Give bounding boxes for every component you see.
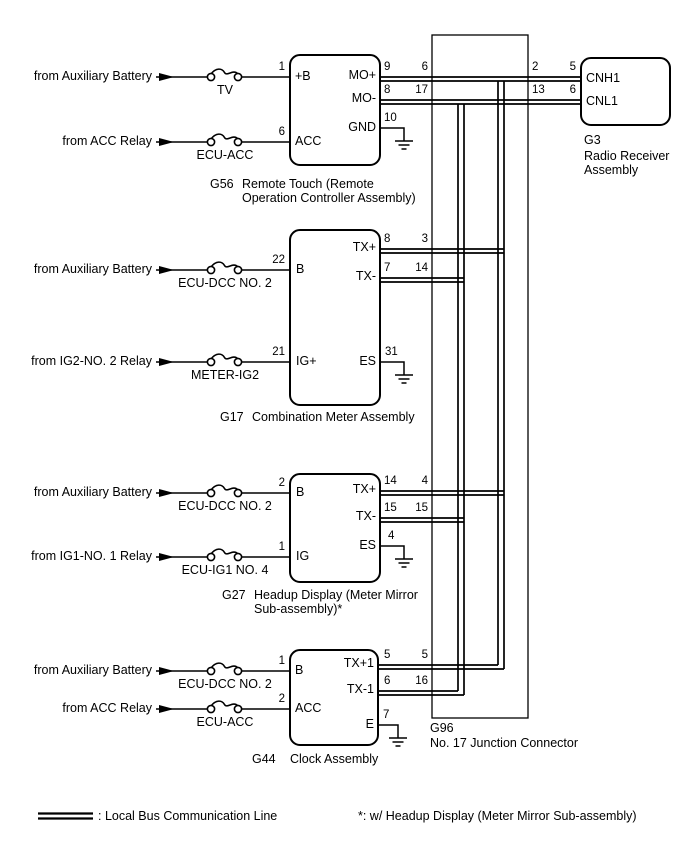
g56-pin-name-b: +B	[295, 69, 311, 83]
g56-name-line2: Operation Controller Assembly)	[242, 191, 416, 205]
arrow-icon	[159, 667, 174, 675]
g17-pin-name-ig: IG+	[296, 354, 317, 368]
arrow-icon	[159, 553, 174, 561]
g56-pin-name-mo-minus: MO-	[351, 91, 376, 105]
fuse-label: ECU-DCC NO. 2	[178, 499, 272, 513]
fuse-label: ECU-IG1 NO. 4	[181, 563, 269, 577]
g17-ground-icon	[380, 362, 413, 383]
g96-name: No. 17 Junction Connector	[430, 736, 579, 750]
fuse-icon	[211, 701, 238, 706]
arrow-icon	[159, 73, 174, 81]
power-wires	[156, 69, 290, 713]
g27-pin-name-es: ES	[359, 538, 376, 552]
pin-number: 5	[421, 649, 428, 661]
pin-number: 22	[272, 254, 285, 266]
source-label: from IG2-NO. 2 Relay	[31, 354, 152, 368]
pin-number: 1	[278, 61, 285, 73]
pin-number: 17	[415, 84, 428, 96]
pin-number: 7	[384, 262, 391, 274]
g17-name: Combination Meter Assembly	[252, 410, 415, 424]
g3-pin-name-cnh1: CNH1	[586, 71, 621, 85]
g44-name: Clock Assembly	[290, 752, 379, 766]
fuse-label: ECU-DCC NO. 2	[178, 276, 272, 290]
g27-name-line2: Sub-assembly)*	[254, 602, 343, 616]
pin-number: 1	[278, 655, 285, 667]
g27-pin-name-ig: IG	[296, 549, 310, 563]
g44-pin-name-tx-plus1: TX+1	[343, 656, 374, 670]
pin-number: 6	[384, 675, 391, 687]
fuse-icon	[211, 485, 238, 490]
g27-code: G27	[222, 588, 246, 602]
source-label: from Auxiliary Battery	[33, 663, 152, 677]
source-label: from Auxiliary Battery	[33, 485, 152, 499]
source-label: from IG1-NO. 1 Relay	[31, 549, 152, 563]
pin-number: 5	[569, 61, 576, 73]
pin-number: 13	[532, 84, 545, 96]
g27-ground-icon	[380, 546, 413, 567]
fuse-label: ECU-DCC NO. 2	[178, 677, 272, 691]
g56-pin-name-mo-plus: MO+	[348, 68, 376, 82]
g27-pin-name-tx-plus: TX+	[352, 482, 376, 496]
g3-box	[581, 58, 670, 125]
source-label: from Auxiliary Battery	[33, 262, 152, 276]
pin-number: 31	[385, 346, 398, 358]
g17-code: G17	[220, 410, 244, 424]
pin-number: 2	[532, 61, 539, 73]
g44-code: G44	[252, 752, 276, 766]
pin-number: 1	[278, 541, 285, 553]
g17-pin-name-es: ES	[359, 354, 376, 368]
pin-number: 9	[384, 61, 391, 73]
pin-number: 14	[384, 475, 397, 487]
pin-number: 7	[383, 709, 390, 721]
legend-bus-label: : Local Bus Communication Line	[98, 809, 278, 823]
pin-number: 8	[384, 84, 391, 96]
pin-number: 4	[388, 530, 395, 542]
g44-ground-icon	[378, 725, 407, 746]
g96-code: G96	[430, 721, 454, 735]
g44-pin-name-b: B	[295, 663, 304, 677]
g17-pin-name-tx-plus: TX+	[352, 240, 376, 254]
pin-number: 6	[278, 126, 285, 138]
fuse-label: TV	[217, 83, 233, 97]
fuse-icon	[211, 549, 238, 554]
pin-number: 14	[415, 262, 428, 274]
fuse-label: ECU-ACC	[196, 148, 254, 162]
pin-number: 15	[384, 502, 397, 514]
g3-name-line1: Radio Receiver	[584, 149, 670, 163]
g96-junction-box	[432, 35, 528, 718]
pin-number: 4	[421, 475, 428, 487]
pin-number: 10	[384, 112, 397, 124]
g56-name-line1: Remote Touch (Remote	[242, 177, 374, 191]
g3-code: G3	[584, 133, 601, 147]
pin-number: 3	[421, 233, 428, 245]
pin-number: 8	[384, 233, 391, 245]
g3-name-line2: Assembly	[584, 163, 639, 177]
g27-pin-name-tx-minus: TX-	[355, 509, 376, 523]
pin-number: 16	[415, 675, 428, 687]
pin-number: 5	[384, 649, 391, 661]
g56-pin-name-gnd: GND	[348, 120, 376, 134]
pin-number: 2	[278, 477, 285, 489]
fuse-icon	[211, 262, 238, 267]
g44-pin-name-acc: ACC	[295, 701, 322, 715]
g17-box	[290, 230, 380, 405]
pin-number: 6	[569, 84, 576, 96]
source-label: from ACC Relay	[62, 701, 152, 715]
pin-number: 21	[272, 346, 285, 358]
arrow-icon	[159, 489, 174, 497]
legend-asterisk-note: *: w/ Headup Display (Meter Mirror Sub-assembly)	[358, 809, 637, 823]
legend-bus-symbol	[38, 814, 93, 819]
fuse-label: METER-IG2	[190, 368, 260, 382]
g56-pin-name-acc: ACC	[295, 134, 322, 148]
fuse-label: ECU-ACC	[196, 715, 254, 729]
source-label: from ACC Relay	[62, 134, 152, 148]
arrow-icon	[159, 138, 174, 146]
g56-ground-icon	[380, 128, 413, 149]
g3-pin-name-cnl1: CNL1	[586, 94, 618, 108]
pin-number: 6	[421, 61, 428, 73]
fuse-icon	[211, 134, 238, 139]
source-label: from Auxiliary Battery	[33, 69, 152, 83]
pin-number: 15	[415, 502, 428, 514]
g27-name-line1: Headup Display (Meter Mirror	[254, 588, 418, 602]
g17-pin-name-b: B	[296, 262, 305, 276]
fuse-icon	[211, 354, 238, 359]
g56-code: G56	[210, 177, 234, 191]
g27-pin-name-b: B	[296, 485, 305, 499]
arrow-icon	[159, 705, 174, 713]
g17-pin-name-tx-minus: TX-	[355, 269, 376, 283]
arrow-icon	[159, 358, 174, 366]
fuse-icon	[211, 663, 238, 668]
pin-number: 2	[278, 693, 285, 705]
g44-pin-name-e: E	[365, 717, 374, 731]
fuse-icon	[211, 69, 238, 74]
arrow-icon	[159, 266, 174, 274]
g44-pin-name-tx-minus1: TX-1	[346, 682, 374, 696]
